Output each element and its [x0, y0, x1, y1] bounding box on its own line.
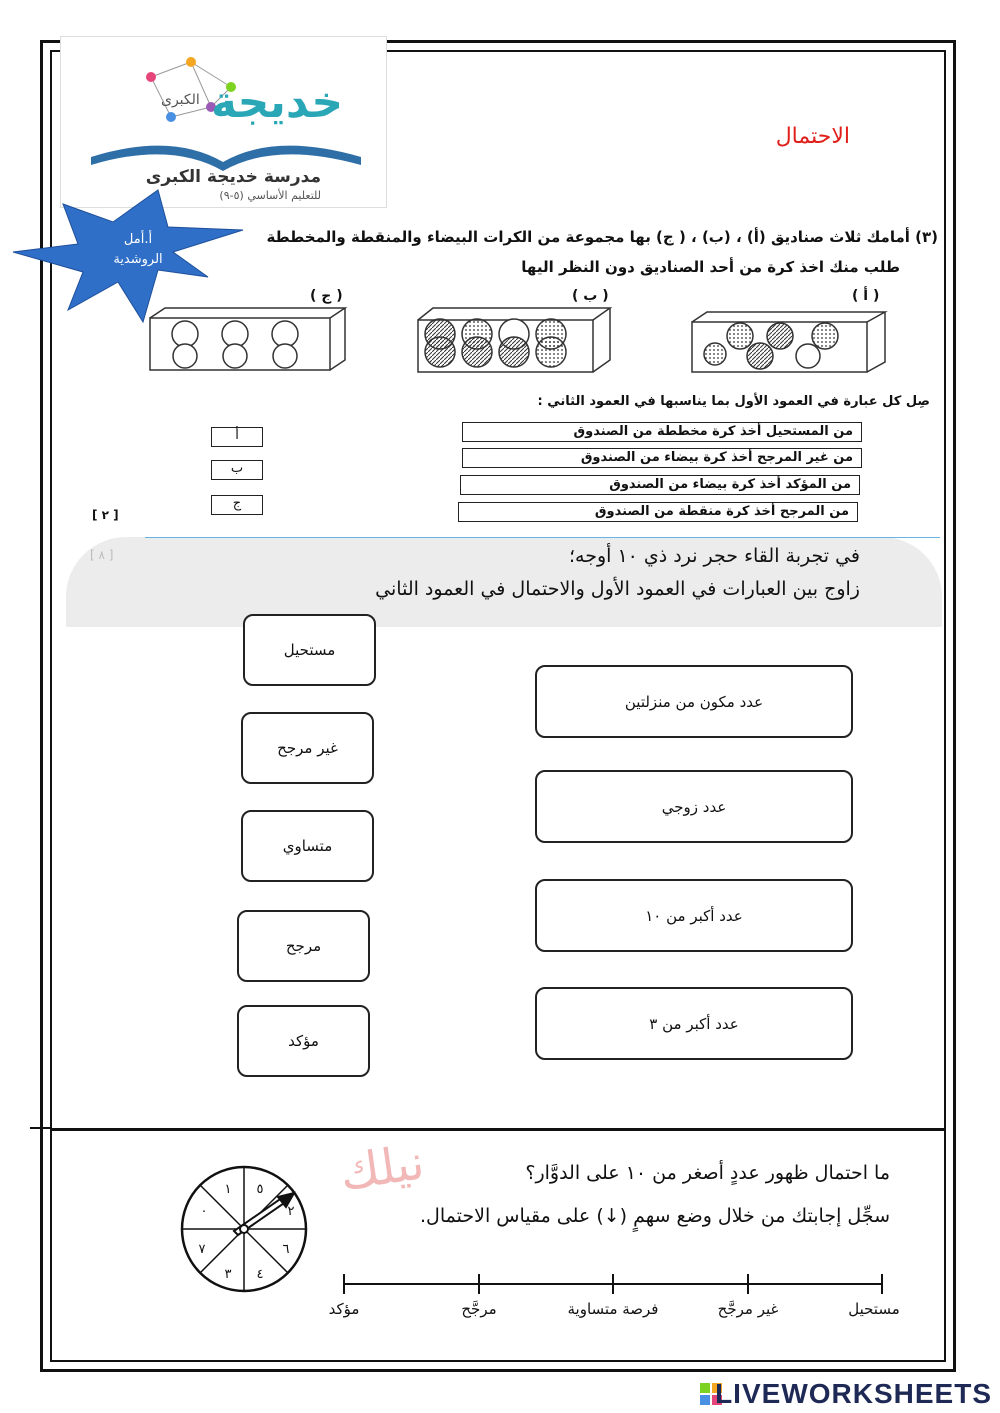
box-b — [418, 308, 610, 372]
logo-small-text: الكبرى — [161, 92, 200, 108]
letter-box-b[interactable]: ب — [211, 460, 263, 480]
scale-label-impossible: مستحيل — [848, 1300, 900, 1318]
faded-stamp: نيلك — [336, 1134, 428, 1202]
q4-top-line — [145, 537, 940, 538]
spinner-number: ٣ — [224, 1267, 232, 1282]
probability-box-equal[interactable]: متساوي — [241, 810, 374, 882]
spinner-number: ٠ — [200, 1204, 208, 1219]
scale-label-unlikely: غير مرجَّح — [717, 1300, 779, 1318]
divider-tick — [30, 1127, 52, 1129]
statement-4[interactable]: من المرجح أخذ كرة منقطة من الصندوق — [458, 502, 858, 522]
spinner-number: ٤ — [256, 1267, 264, 1282]
q3-marks: [ ٢ ] — [92, 508, 119, 522]
section-divider — [50, 1128, 946, 1131]
spinner-number: ٥ — [256, 1182, 264, 1197]
school-name: مدرسة خديجة الكبرى — [145, 167, 321, 187]
q4-marks-faded: [ ٨ ] — [90, 548, 114, 562]
letter-box-c[interactable]: ج — [211, 495, 263, 515]
box-label-a: ( أ ) — [852, 288, 880, 304]
probability-scale — [330, 1270, 900, 1300]
q3-line1: (٣) أمامك ثلاث صناديق (أ) ، (ب) ، ( ج) بها مجموعة من الكرات البيضاء والمنقطة والمخططة — [266, 228, 938, 246]
box-label-b: ( ب ) — [572, 288, 609, 304]
probability-box-likely[interactable]: مرجح — [237, 910, 370, 982]
q5-line1: ما احتمال ظهور عددٍ أصغر من ١٠ على الدوَّار؟ — [525, 1162, 890, 1184]
spinner-number: ١ — [224, 1182, 232, 1197]
spinner — [178, 1163, 310, 1295]
box-label-c: ( ج ) — [310, 288, 343, 304]
school-subtitle: للتعليم الأساسي (٥-٩) — [219, 189, 321, 202]
scale-label-likely: مرجَّح — [461, 1300, 497, 1318]
logo-text: خديجة — [211, 77, 344, 128]
box-a — [692, 312, 885, 372]
q4-line1: في تجربة القاء حجر نرد ذي ١٠ أوجه؛ — [568, 545, 860, 567]
probability-box-unlikely[interactable]: غير مرجح — [241, 712, 374, 784]
q5-line2: سجِّل إجابتك من خلال وضع سهمٍ (↓) على مقياس الاحتمال. — [420, 1205, 890, 1227]
spinner-number: ٧ — [198, 1242, 206, 1257]
badge-line2: الروشدية — [113, 252, 163, 267]
event-box-two-digit[interactable]: عدد مكون من منزلتين — [535, 665, 853, 738]
probability-box-impossible[interactable]: مستحيل — [243, 614, 376, 686]
scale-label-certain: مؤكد — [328, 1300, 360, 1318]
box-c — [150, 308, 345, 370]
event-box-even[interactable]: عدد زوجي — [535, 770, 853, 843]
q4-line2: زاوج بين العبارات في العمود الأول والاحتمال في العمود الثاني — [375, 578, 860, 600]
statement-3[interactable]: من المؤكد أخذ كرة بيضاء من الصندوق — [460, 475, 860, 495]
spinner-number: ٢ — [287, 1204, 295, 1219]
badge-text — [98, 230, 178, 270]
event-box-greater-3[interactable]: عدد أكبر من ٣ — [535, 987, 853, 1060]
letter-box-a[interactable]: أ — [211, 427, 263, 447]
q3-line2: طلب منك اخذ كرة من أحد الصناديق دون النظر اليها — [521, 258, 900, 276]
liveworksheets-brand[interactable]: LIVEWORKSHEETS — [715, 1378, 992, 1409]
q3-instruction: صِل كل عبارة في العمود الأول بما يناسبها في العمود الثاني : — [537, 394, 930, 409]
spinner-number: ٦ — [282, 1242, 290, 1257]
event-box-greater-10[interactable]: عدد أكبر من ١٠ — [535, 879, 853, 952]
statement-2[interactable]: من غير المرجح أخذ كرة بيضاء من الصندوق — [462, 448, 862, 468]
statement-1[interactable]: من المستحيل أخذ كرة مخططة من الصندوق — [462, 422, 862, 442]
scale-label-equal: فرصة متساوية — [567, 1300, 659, 1318]
badge-line1: أ.أمل — [123, 232, 153, 247]
ball-boxes — [140, 300, 900, 380]
page-title: الاحتمال — [775, 124, 850, 149]
probability-box-certain[interactable]: مؤكد — [237, 1005, 370, 1077]
